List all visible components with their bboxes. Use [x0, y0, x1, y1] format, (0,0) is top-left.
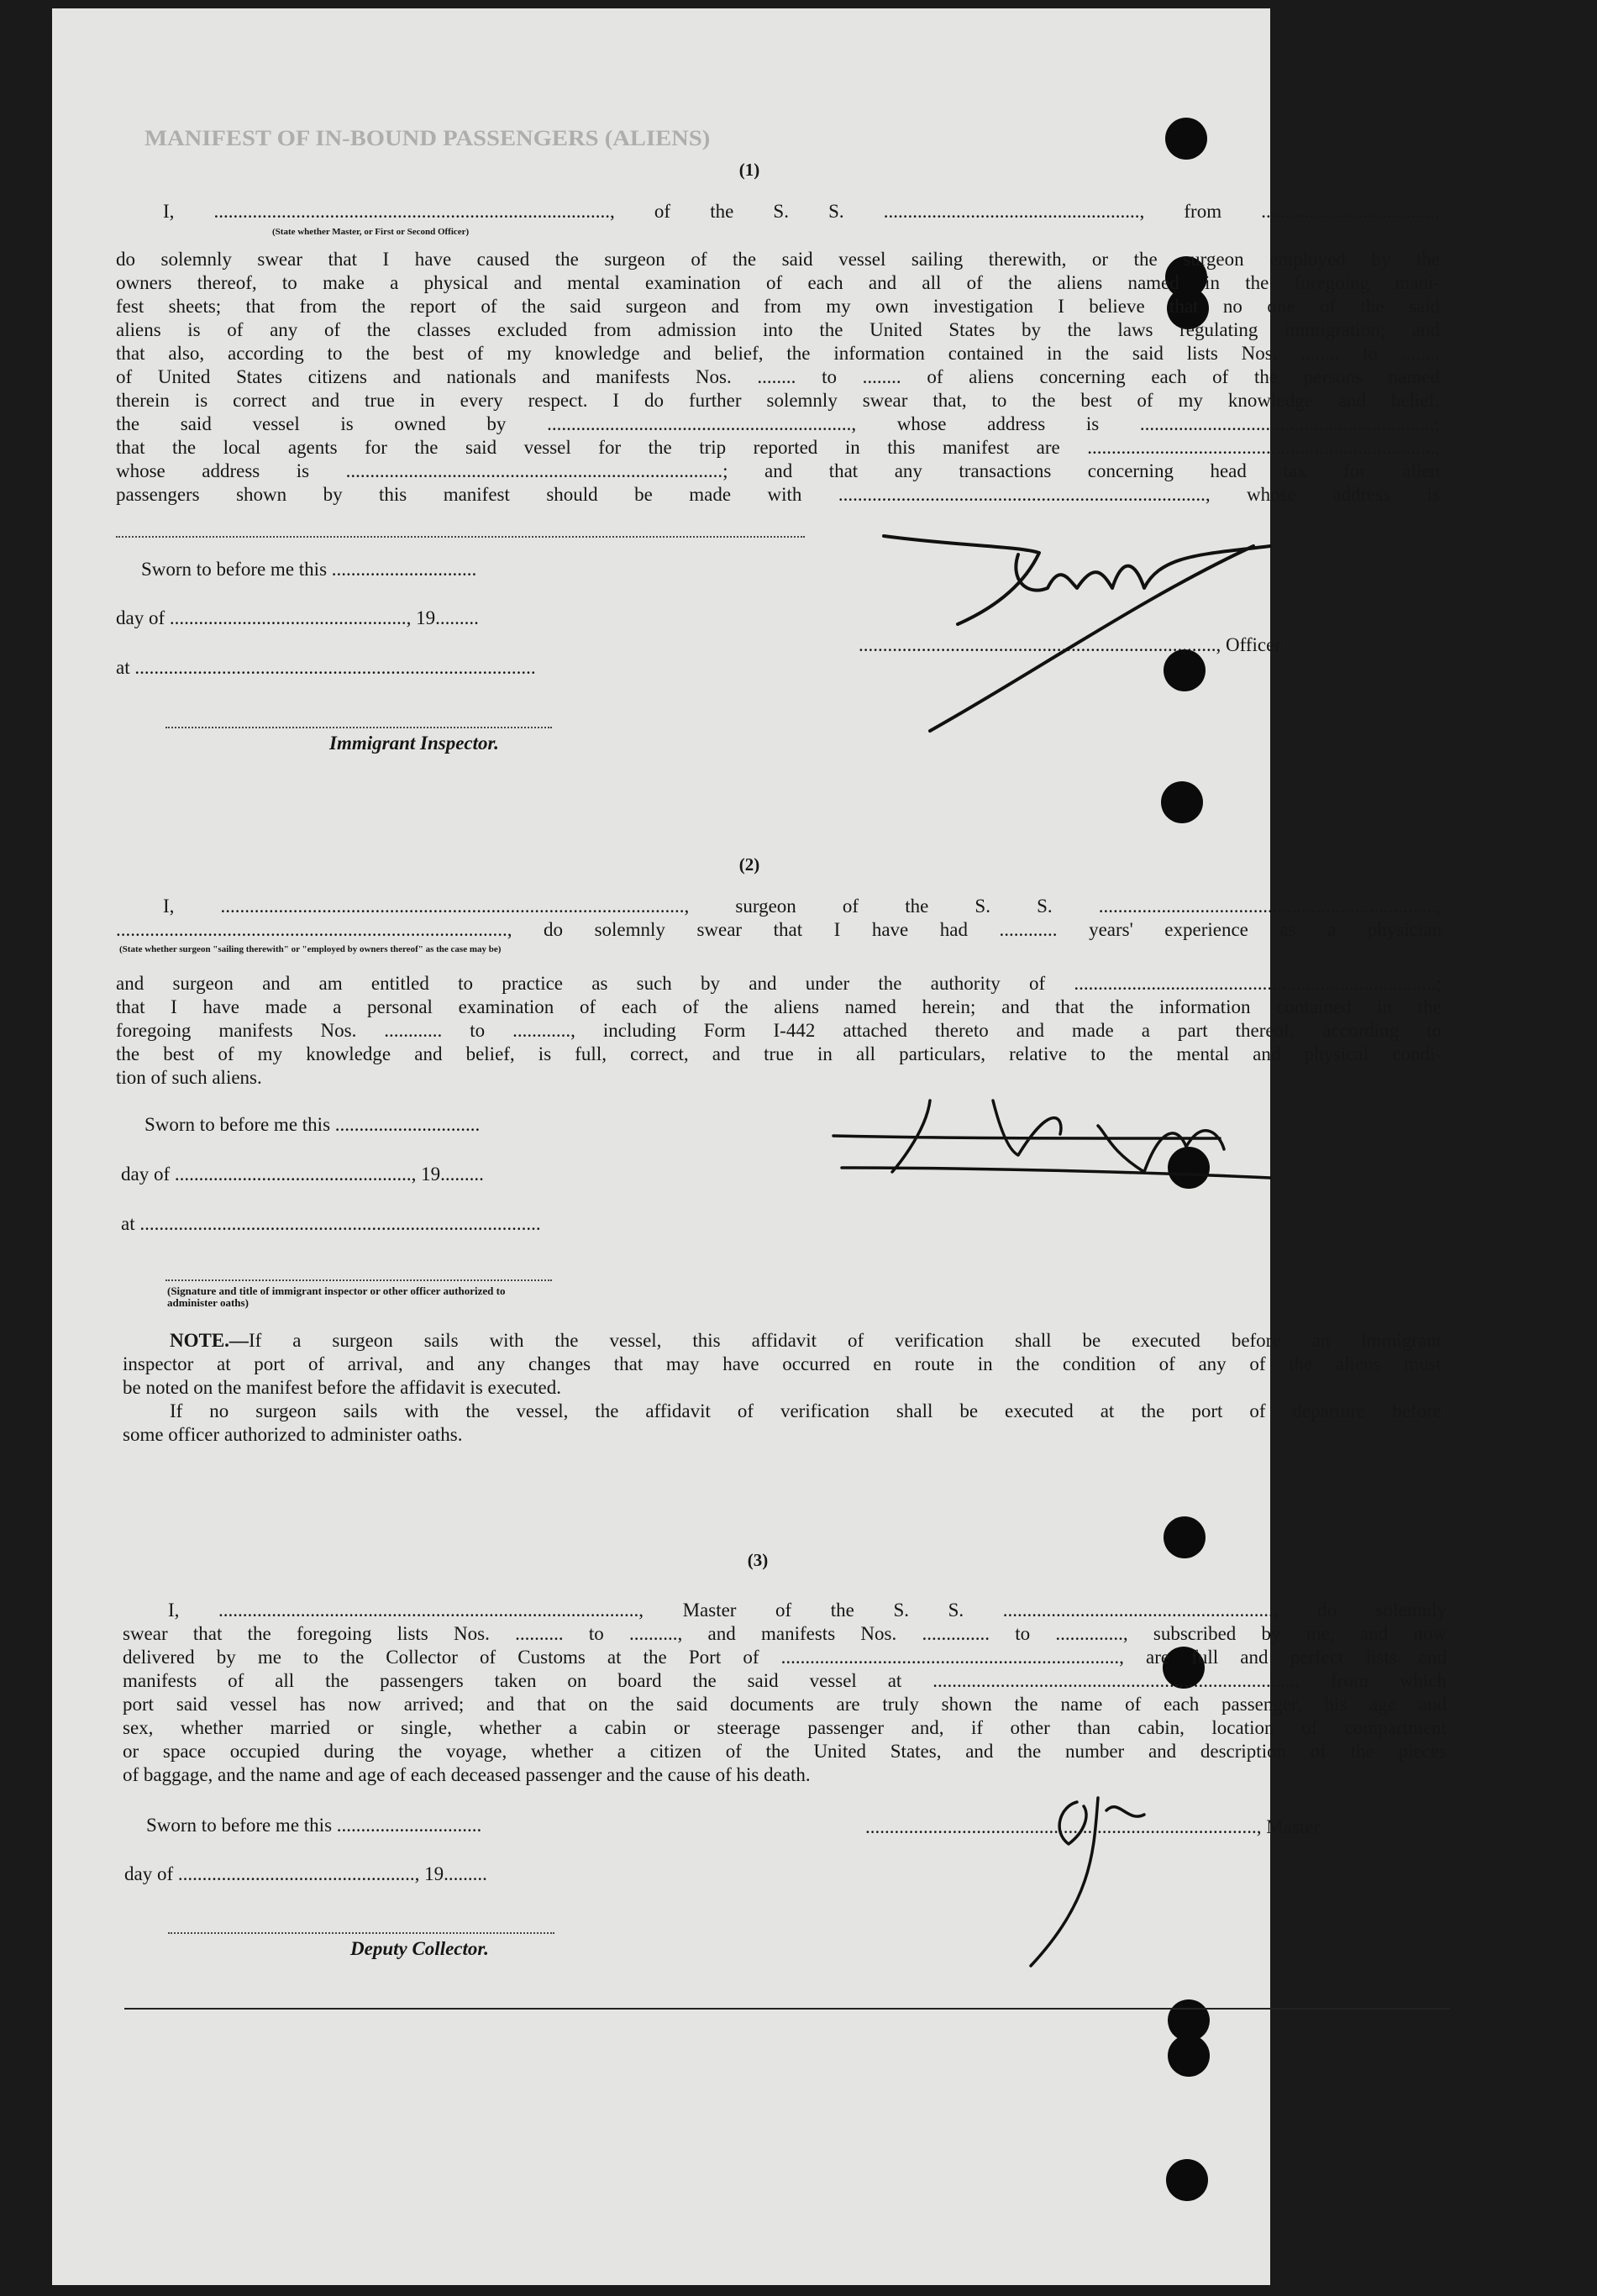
sworn-label: Sworn to before me this ..............................	[146, 1815, 482, 1836]
at-label: at ...................................................................................	[116, 657, 536, 678]
master-initials	[1031, 1798, 1144, 1966]
text-line: port said vessel has now arrived; and that on the said documents are truly shown the name of each passenger, his age and	[123, 1694, 1447, 1715]
text-line: and surgeon and am entitled to practice as such by and under the authority of ...........................................................................;	[116, 973, 1442, 994]
text-line: sex, whether married or single, whether a cabin or steerage passenger and, if other than cabin, location of compartment	[123, 1717, 1447, 1738]
surgeon-signature	[833, 1101, 1270, 1178]
faint-header: MANIFEST OF IN-BOUND PASSENGERS (ALIENS)	[144, 126, 711, 150]
text-line: I, ................................................................................................, surgeon of the S. S. ......................................................................,	[163, 896, 1442, 917]
text-line: passengers shown by this manifest should be made with ............................................................................, whose address is	[116, 484, 1440, 505]
note-line: NOTE.—If a surgeon sails with the vessel, this affidavit of verification shall be executed before an immigrant	[170, 1330, 1442, 1351]
section-1-number: (1)	[738, 160, 760, 180]
inspector-label: Immigrant Inspector.	[329, 733, 499, 754]
note-line: inspector at port of arrival, and any changes that may have occurred en route in the condition of any of the aliens must	[123, 1353, 1442, 1374]
text-line: the said vessel is owned by ..............................................................., whose address is .............................................................;	[116, 413, 1440, 434]
text-line: that I have made a personal examination of each of the aliens named herein; and that the information contained in the	[116, 996, 1442, 1017]
note-line: some officer authorized to administer oaths.	[123, 1424, 463, 1445]
signature-caption: (Signature and title of immigrant inspector or other officer authorized to administer oaths)	[167, 1285, 506, 1309]
at-label: at ...................................................................................	[121, 1213, 541, 1234]
text-line: fest sheets; that from the report of the said surgeon and from my own investigation I believe that no one of the said	[116, 296, 1440, 317]
text-line: that the local agents for the said vessel for the trip reported in this manifest are ........................................................................,	[116, 437, 1440, 458]
officer-signature	[884, 536, 1270, 731]
text-line: I, ......................................................................................., Master of the S. S. ........................................................, do solemnly	[168, 1600, 1447, 1621]
section-2-number: (2)	[738, 854, 760, 875]
master-line: ................................................................................., Master	[865, 1816, 1321, 1837]
note-line: be noted on the manifest before the affidavit is executed.	[123, 1377, 561, 1398]
text-line: whose address is ..............................................................................; and that any transactions concerning head tax for alien	[116, 460, 1440, 481]
manifest-page	[52, 8, 1447, 2285]
sworn-label: Sworn to before me this ..............................	[141, 559, 477, 580]
text-line: the best of my knowledge and belief, is full, correct, and true in all particulars, relative to the mental and physical condi-	[116, 1043, 1442, 1064]
day-label: day of ................................................., 19.........	[116, 607, 479, 628]
text-line: that also, according to the best of my knowledge and belief, the information contained in the said lists Nos. ........ to ........	[116, 343, 1440, 364]
text-line: delivered by me to the Collector of Customs at the Port of ......................................................................, are full and perfect lists and	[123, 1647, 1447, 1668]
text-line: or space occupied during the voyage, whether a citizen of the United States, and the number and description of the pieces	[123, 1741, 1447, 1762]
text-line: therein is correct and true in every respect. I do further solemnly swear that, to the best of my knowledge and belief,	[116, 390, 1440, 411]
note-line: If no surgeon sails with the vessel, the affidavit of verification shall be executed at the port of departure before	[170, 1400, 1442, 1421]
day-label: day of ................................................., 19.........	[124, 1863, 487, 1884]
text-line: of baggage, and the name and age of each deceased passenger and the cause of his death.	[123, 1764, 811, 1785]
handwritten-signatures	[52, 8, 1270, 2285]
officer-caption: (State whether Master, or First or Second Officer)	[272, 227, 470, 237]
text-line: owners thereof, to make a physical and mental examination of each and all of the aliens named in the foregoing mani-	[116, 272, 1440, 293]
section-3-number: (3)	[747, 1550, 769, 1570]
text-line: swear that the foregoing lists Nos. .......... to .........., and manifests Nos. .............. to .............., subscribed by me, and now	[123, 1623, 1447, 1644]
text-line: manifests of all the passengers taken on board the said vessel at ..........................................................................., from which	[123, 1670, 1447, 1691]
text-line: do solemnly swear that I have caused the surgeon of the said vessel sailing therewith, or the surgeon employed by the	[116, 249, 1440, 270]
text-line: aliens is of any of the classes excluded from admission into the United States by the laws regulating immigration; and	[116, 319, 1440, 340]
text-line: of United States citizens and nationals and manifests Nos. ........ to ........ of aliens concerning each of the persons named	[116, 366, 1440, 387]
officer-line: .........................................................................., Officer	[859, 634, 1281, 655]
day-label: day of ................................................., 19.........	[121, 1164, 484, 1185]
surgeon-caption: (State whether surgeon "sailing therewith" or "employed by owners thereof" as the case may be)	[119, 944, 502, 954]
text-line: foregoing manifests Nos. ............ to ............, including Form I-442 attached thereto and made a part thereof, according to	[116, 1020, 1442, 1041]
text-line: tion of such aliens.	[116, 1067, 262, 1088]
note-lead: NOTE.—	[170, 1330, 249, 1351]
sworn-label: Sworn to before me this ..............................	[144, 1114, 481, 1135]
text-line: I, .................................................................................., of the S. S. ....................................................., from ....................................,	[163, 201, 1440, 222]
text-line: ................................................................................., do solemnly swear that I have had ............ years' experience as a physician	[116, 919, 1442, 940]
collector-label: Deputy Collector.	[350, 1938, 489, 1959]
